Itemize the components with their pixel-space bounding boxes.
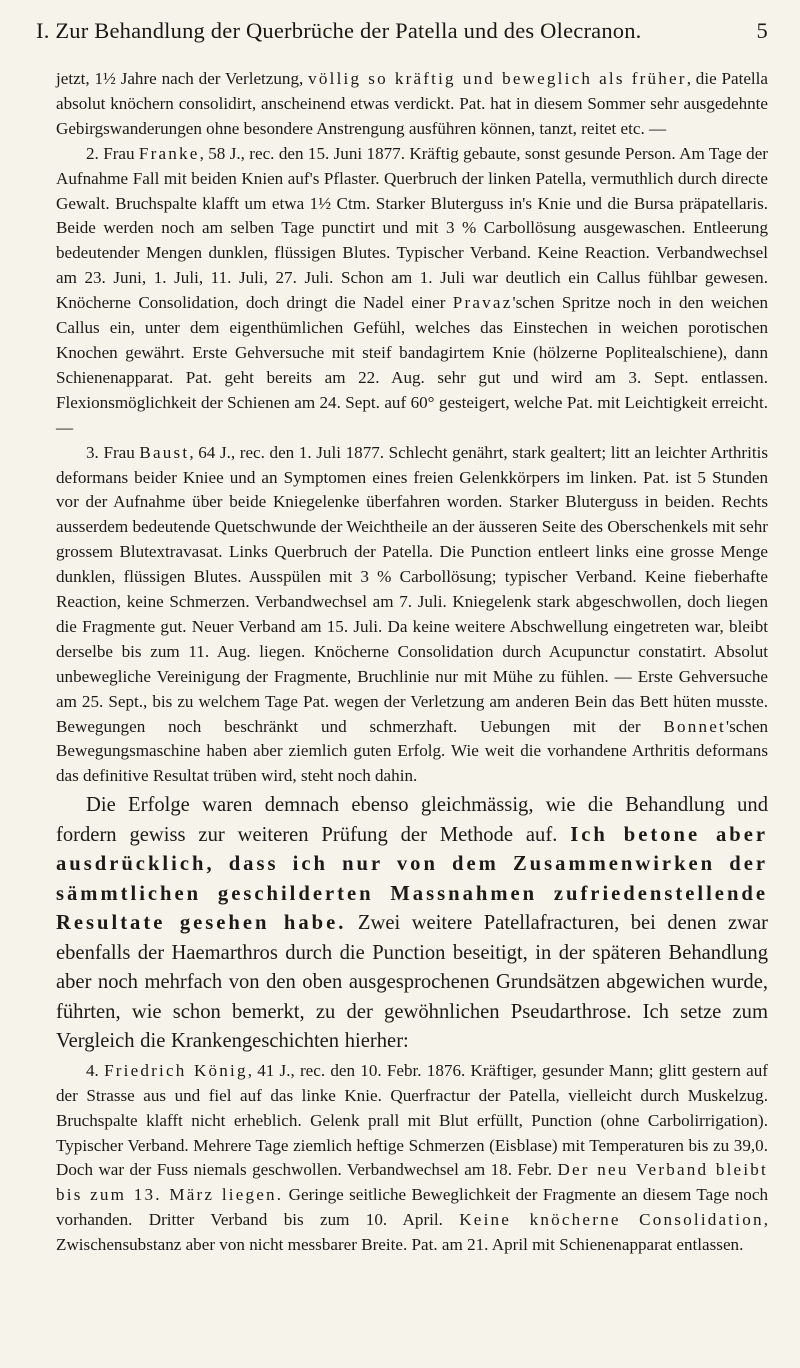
paragraph-case-3: 3. Frau Baust, 64 J., rec. den 1. Juli 1877. Schlecht genährt, stark gealtert; litt an leichter Arthritis deformans beider Kniee und an Symptomen eines freien Gelenkkörpers im linken. Pat. ist 5 Stunden vor der Aufnahme über beide Kniegelenke überfahren worden. Starker Bluterguss in beiden. Rechts ausserdem bedeutende Quetschwunde der Weichtheile an der äusseren Seite des Oberschenkels mit sehr grossem Blutextravasat. Links Querbruch der Patella. Die Punction entleert links eine grosse Menge dunklen, flüssigen Blutes. Ausspülen mit 3 % Carbollösung; typischer Verband. Keine fieberhafte Reaction, keine Schmerzen. Verbandwechsel am 7. Juli. Kniegelenk stark abgeschwollen, doch liegen die Fragmente gut. Neuer Verband am 15. Juli. Da keine weitere Abschwellung eingetreten war, bleibt derselbe bis zum 11. Aug. liegen. Knöcherne Consolidation durch Acupunctur constatirt. Absolut unbewegliche Vereinigung der Fragmente, Bruchlinie nur mit Mühe zu fühlen. — Erste Gehversuche am 25. Sept., bis zu welchem Tage Pat. wegen der Verletzung am anderen Bein das Bett hüten musste. Bewegungen noch beschränkt und schmerzhaft. Uebungen mit der Bonnet'schen Bewegungsmaschine haben aber ziemlich guten Erfolg. Wie weit die vorhandene Arthritis deformans das definitive Resultat trüben wird, steht noch dahin. [56,442,768,786]
person-name: Bonnet [663,716,726,736]
page-number: 5 [756,18,768,43]
paragraph-case-1-continued: jetzt, 1½ Jahre nach der Verletzung, völlig so kräftig und beweglich als früher, die Patella absolut knöchern consolidirt, anscheinend etwas verdickt. Pat. hat in diesem Sommer sehr ausgedehnte Gebirgswanderungen ohne besondere Anstrengung ausführen können, tanzt, reitet etc. — [56,69,769,138]
emphasis-spaced: völlig so kräftig und beweglich als früher [308,69,687,88]
body-text [56,67,768,1258]
paragraph-conclusion: Die Erfolge waren demnach ebenso gleichmässig, wie die Behandlung und fordern gewiss zur weiteren Prüfung der Methode auf. Ich betone aber ausdrücklich, dass ich nur von dem Zusammenwirken der sämmtlichen geschilderten Massnahmen zufriedenstellende Resultate gesehen habe. Zwei weitere Patellafracturen, bei denen zwar ebenfalls der Haemarthros durch die Punction beseitigt, in der späteren Behandlung aber noch mehrfach von den oben ausgesprochenen Grundsätzen abgewichen wurde, führten, wie schon bemerkt, zu der gewöhnlichen Pseudarthrose. Ich setze zum Vergleich die Krankengeschichten hierher: [56,794,769,1053]
emphasis-spaced: Ich betone aber ausdrücklich, dass ich nur von dem Zusammenwirken der sämmtlichen geschilderten Massnahmen zufriedenstellende Resultate gesehen habe. [56,823,769,935]
running-header [36,18,768,48]
emphasis-spaced: Keine knöcherne Consolidation [459,1210,764,1230]
person-name: Pravaz [452,293,513,313]
paragraph-case-2: 2. Frau Franke, 58 J., rec. den 15. Juni 1877. Kräftig gebaute, sonst gesunde Person. Am Tage der Aufnahme Fall mit beiden Knien auf's Pflaster. Querbruch der linken Patella, vermuthlich durch directe Gewalt. Bruchspalte klafft um etwa 1½ Ctm. Starker Bluterguss in's Knie und die Bursa präpatellaris. Beide werden noch am selben Tage punctirt und mit 3 % Carbollösung ausgewaschen. Entleerung bedeutender Mengen dunklen, flüssigen Blutes. Typischer Verband. Keine Reaction. Verbandwechsel am 23. Juni, 1. Juli, 11. Juli, 27. Juli. Schon am 1. Juli war deutlich ein Callus fühlbar gewesen. Knöcherne Consolidation, doch dringt die Nadel einer Pravaz'schen Spritze noch in den weichen Callus ein, unter dem eigenthümlichen Gefühl, welches das Einstechen in weichen porotischen Knochen gewährt. Erste Gehversuche mit steif bandagirtem Knie (hölzerne Poplitealschiene), dann Schienenapparat. Pat. geht bereits am 22. Aug. sehr gut und wird am 3. Sept. entlassen. Flexionsmöglichkeit der Schienen am 24. Sept. auf 60° gesteigert, welche Pat. mit Leichtigkeit erreicht. — [56,143,768,437]
patient-name: Baust [139,442,190,462]
patient-name: Franke [138,143,200,163]
paragraph-case-4: 4. Friedrich König, 41 J., rec. den 10. Febr. 1876. Kräftiger, gesunder Mann; glitt gestern auf der Strasse aus und fiel auf das linke Knie. Querfractur der Patella, vielleicht durch Muskelzug. Bruchspalte klafft nicht erheblich. Gelenk prall mit Blut erfüllt, Punction (ohne Carbolirrigation). Typischer Verband. Mehrere Tage ziemlich heftige Schmerzen (Eisblase) mit Temperaturen bis zu 39,0. Doch war der Fuss niemals geschwollen. Verbandwechsel am 18. Febr. Der neu Verband bleibt bis zum 13. März liegen. Geringe seitliche Beweglichkeit der Fragmente an diesem Tage noch vorhanden. Dritter Verband bis zum 10. April. Keine knöcherne Consolidation, Zwischensubstanz aber von nicht messbarer Breite. Pat. am 21. April mit Schienenapparat entlassen. [56,1060,768,1255]
patient-name: Friedrich König [104,1060,248,1080]
chapter-title: I. Zur Behandlung der Querbrüche der Patella und des Olecranon. [36,18,642,43]
emphasis-spaced: Der neu Verband bleibt bis zum 13. März liegen. [56,1160,768,1205]
